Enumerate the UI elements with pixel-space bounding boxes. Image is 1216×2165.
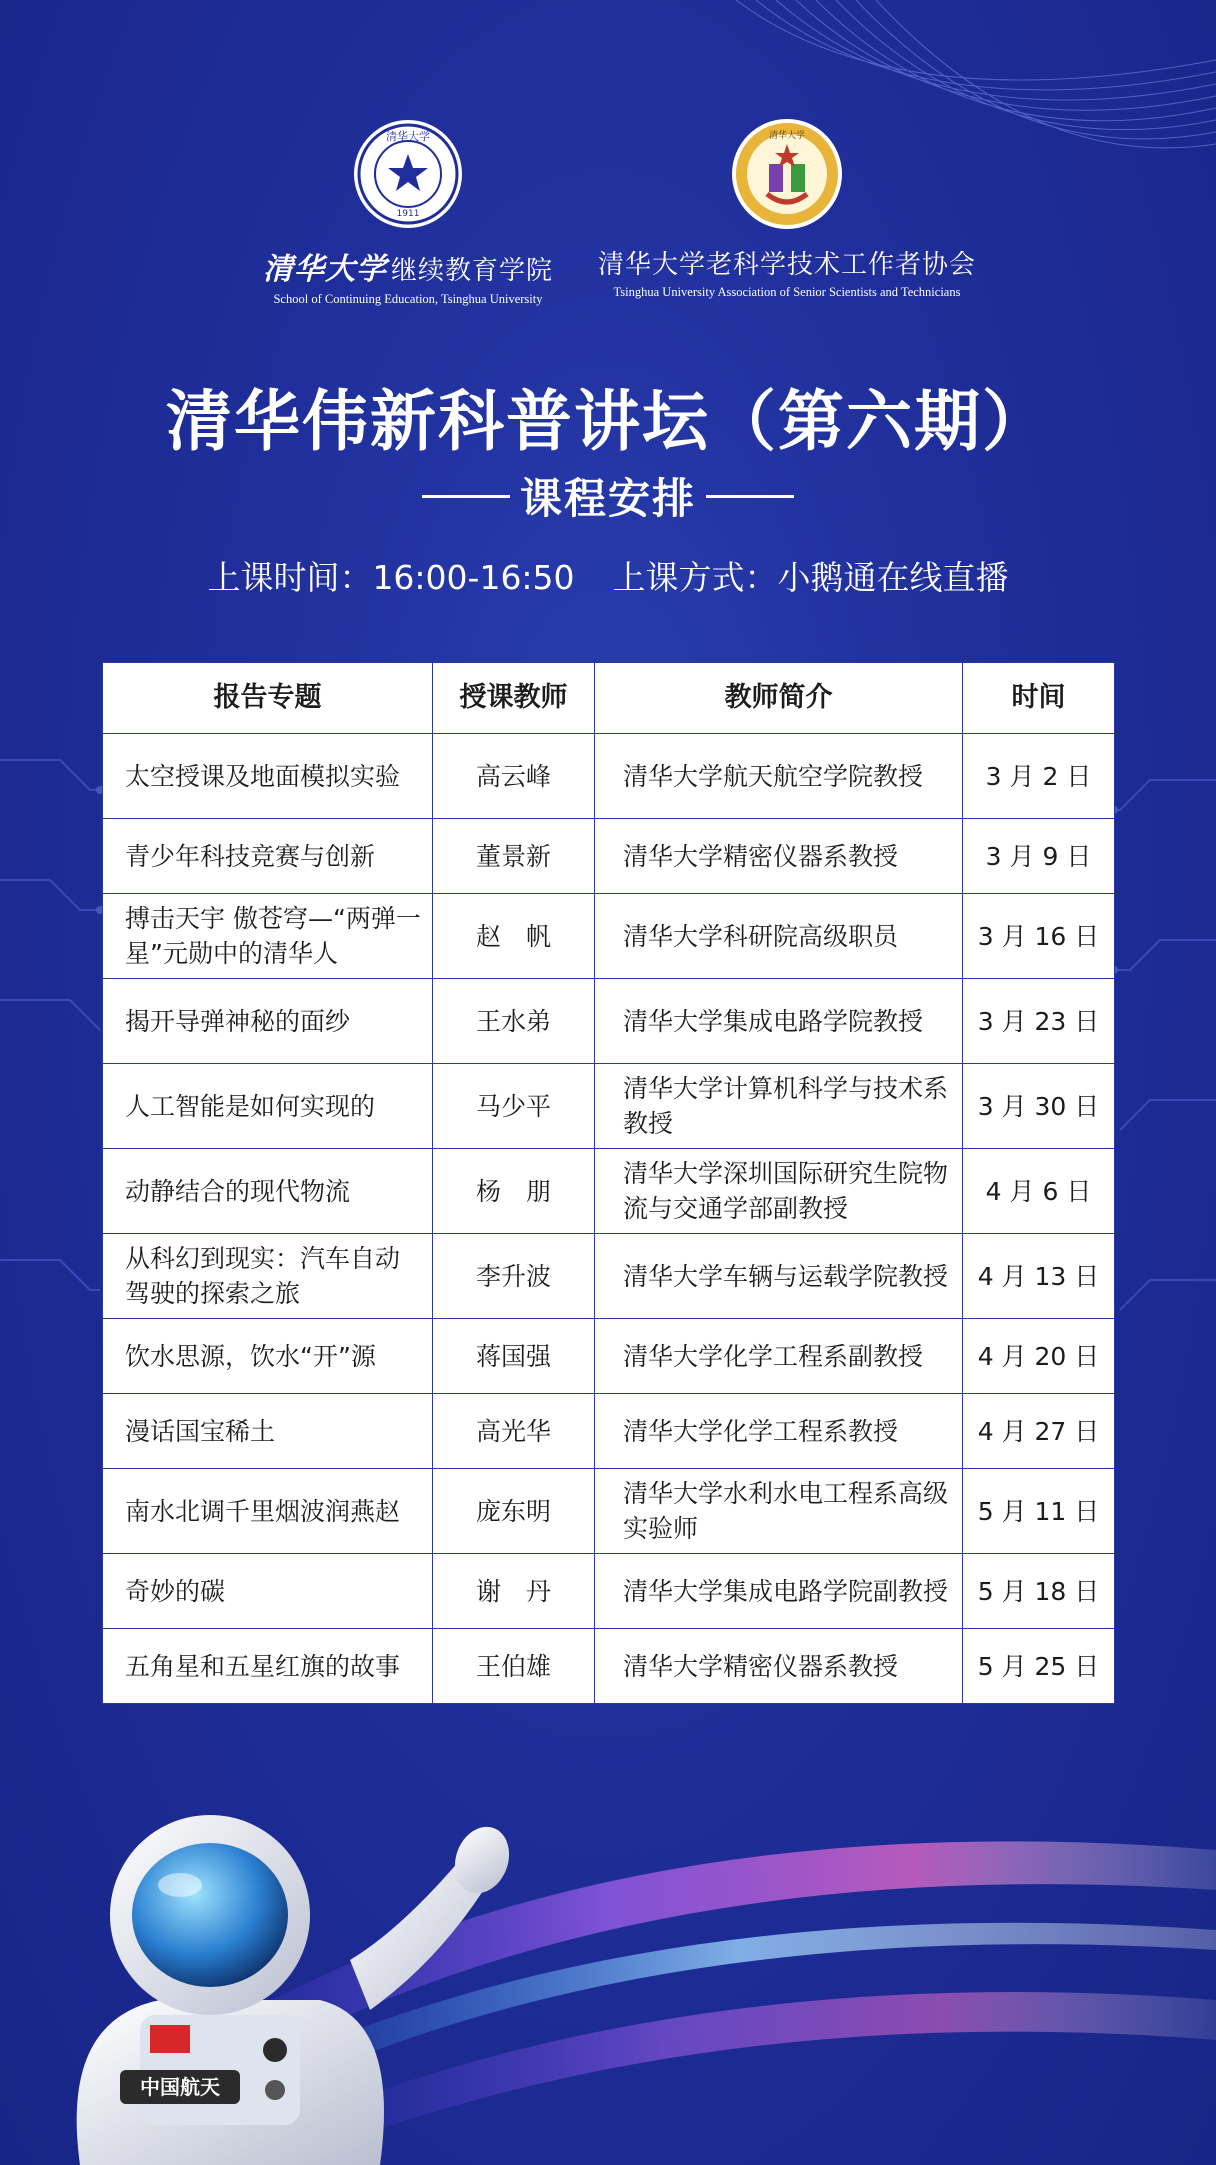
cell-intro: 清华大学集成电路学院教授 [595,979,963,1064]
class-time: 上课时间：16:00-16:50 [207,558,575,597]
cell-date: 5 月 25 日 [963,1629,1115,1704]
subtitle-line-right [706,495,794,498]
logo-senior-scientists [592,118,982,300]
table-row [103,1234,1115,1319]
astronaut-badge: 中国航天 [140,2075,220,2099]
cell-intro: 清华大学化学工程系副教授 [595,1319,963,1394]
cell-teacher: 谢 丹 [433,1554,595,1629]
cell-teacher: 马少平 [433,1064,595,1149]
cell-topic: 漫话国宝稀土 [103,1394,433,1469]
subtitle-line-left [422,495,510,498]
cell-date: 3 月 16 日 [963,894,1115,979]
cell-date: 5 月 11 日 [963,1469,1115,1554]
page-title: 清华伟新科普讲坛（第六期） [166,383,1050,460]
cell-teacher: 王伯雄 [433,1629,595,1704]
table-row [103,894,1115,979]
association-seal-text: 清华大学 [768,131,806,141]
org-left-brand: 清华大学 [262,252,387,287]
cell-teacher: 杨 朋 [433,1149,595,1234]
cell-date: 4 月 27 日 [963,1394,1115,1469]
cell-intro: 清华大学水利水电工程系高级实验师 [595,1469,963,1554]
association-seal-icon [731,118,843,230]
cell-intro: 清华大学车辆与运载学院教授 [595,1234,963,1319]
cell-date: 3 月 23 日 [963,979,1115,1064]
cell-topic: 五角星和五星红旗的故事 [103,1629,433,1704]
logos [0,118,1216,318]
flag-icon [150,2025,190,2053]
table-row [103,734,1115,819]
class-info [0,552,1216,599]
seal-year: 1911 [396,209,420,219]
org-left-en: School of Continuing Education, Tsinghua University [273,292,543,306]
table-body [103,734,1115,1704]
cell-topic: 青少年科技竞赛与创新 [103,819,433,894]
table-row [103,979,1115,1064]
cell-teacher: 王水弟 [433,979,595,1064]
cell-date: 4 月 20 日 [963,1319,1115,1394]
table-row [103,1629,1115,1704]
header-date: 时间 [963,663,1115,734]
cell-intro: 清华大学化学工程系教授 [595,1394,963,1469]
cell-topic: 太空授课及地面模拟实验 [103,734,433,819]
header-topic: 报告专题 [103,663,433,734]
cell-topic: 人工智能是如何实现的 [103,1064,433,1149]
cell-intro: 清华大学精密仪器系教授 [595,819,963,894]
cell-topic: 南水北调千里烟波润燕赵 [103,1469,433,1554]
table-row [103,1469,1115,1554]
table-header-row [103,663,1115,734]
table-row [103,1554,1115,1629]
subtitle-row [0,466,1216,526]
astronaut-illustration [20,1800,520,2165]
tsinghua-seal-icon [352,118,464,230]
class-method: 上课方式：小鹅通在线直播 [612,558,1009,597]
table-row [103,1149,1115,1234]
cell-teacher: 赵 帆 [433,894,595,979]
header-teacher: 授课教师 [433,663,595,734]
subtitle: 课程安排 [519,474,696,523]
cell-topic: 搏击天宇 傲苍穹—“两弹一星”元勋中的清华人 [103,894,433,979]
cell-intro: 清华大学计算机科学与技术系教授 [595,1064,963,1149]
cell-teacher: 董景新 [433,819,595,894]
table-row [103,1064,1115,1149]
cell-teacher: 高云峰 [433,734,595,819]
cell-date: 4 月 6 日 [963,1149,1115,1234]
cell-date: 3 月 9 日 [963,819,1115,894]
cell-topic: 饮水思源，饮水“开”源 [103,1319,433,1394]
cell-teacher: 高光华 [433,1394,595,1469]
cell-topic: 揭开导弹神秘的面纱 [103,979,433,1064]
table-row [103,1319,1115,1394]
cell-teacher: 庞东明 [433,1469,595,1554]
table-row [103,1394,1115,1469]
cell-topic: 从科幻到现实：汽车自动驾驶的探索之旅 [103,1234,433,1319]
cell-intro: 清华大学科研院高级职员 [595,894,963,979]
cell-topic: 奇妙的碳 [103,1554,433,1629]
cell-intro: 清华大学航天航空学院教授 [595,734,963,819]
seal-text: 清华大学 [386,130,430,143]
header-intro: 教师简介 [595,663,963,734]
logo-continuing-education [258,118,558,307]
org-right-cn: 清华大学老科学技术工作者协会 [597,250,976,280]
cell-intro: 清华大学精密仪器系教授 [595,1629,963,1704]
cell-teacher: 李升波 [433,1234,595,1319]
org-left-name [258,244,558,288]
cell-date: 4 月 13 日 [963,1234,1115,1319]
cell-intro: 清华大学深圳国际研究生院物流与交通学部副教授 [595,1149,963,1234]
cell-intro: 清华大学集成电路学院副教授 [595,1554,963,1629]
cell-date: 3 月 30 日 [963,1064,1115,1149]
schedule-table [102,662,1115,1704]
cell-teacher: 蒋国强 [433,1319,595,1394]
cell-topic: 动静结合的现代物流 [103,1149,433,1234]
table-row [103,819,1115,894]
org-left-cn: 继续教育学院 [390,256,553,286]
cell-date: 3 月 2 日 [963,734,1115,819]
cell-date: 5 月 18 日 [963,1554,1115,1629]
org-right-en: Tsinghua University Association of Senior Scientists and Technicians [613,285,961,299]
